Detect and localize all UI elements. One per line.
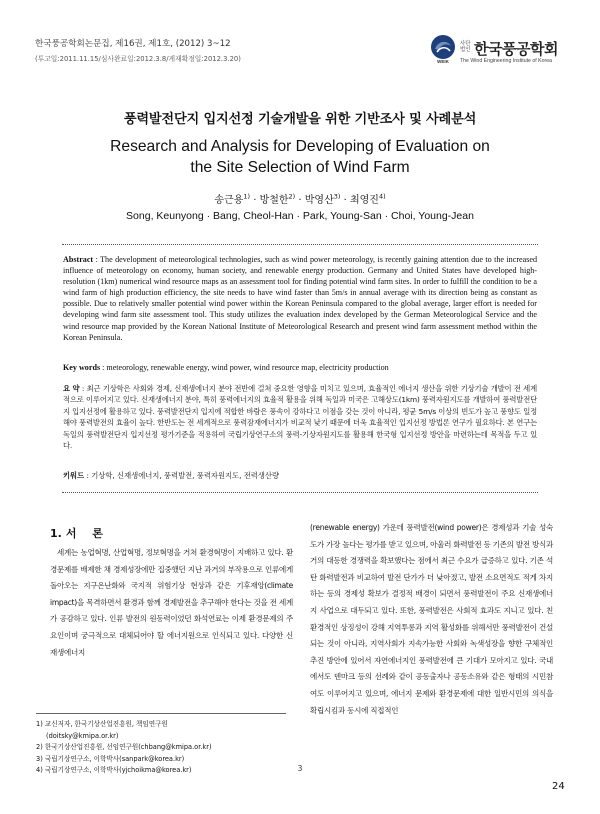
body-paragraph: 세계는 농업혁명, 산업혁명, 정보혁명을 거쳐 환경혁명이 지배하고 있다. 환경문제를 배제한 채 경제성장에만 집중했던 지난 과거의 부작용으로 인류에게 돌아오는 지구온난화와 국지적 위험기상 현상과 같은 기후재앙(climate impact)을 목격하면서 환경과 함께 경제발전을 추구해야 한다는 것을 전 세계가 공감하고 있다. 인류 발전의 원동력이었던 화석연료는 이제 환경문제의 주요인이며 궁극적으로 대체되어야 할 에너지원으로 인식되고 있다. 다양한 신재생에너지 <box>50 548 293 657</box>
body-paragraph: (renewable energy) 가운데 풍력발전(wind power)은 경제성과 기술 성숙도가 가장 높다는 평가를 받고 있으며, 아울러 화력발전 등 기존의 발전 방식과 거의 대등한 경쟁력을 확보했다는 점에서 최근 수요가 급증하고 있다. 기존 석탄 화력발전과 비교하여 발전 단가가 더 낮아졌고, 발전 소요면적도 적게 차지하는 등의 경제성 확보가 결정적 배경이 되면서 풍력발전이 주요 신재생에너지 사업으로 대두되고 있다. 또한, 풍력발전은 사회적 효과도 지니고 있다. 친환경적인 상징성이 강해 지역투롱과 지역 활성화를 위해서만 풍력발전이 건설되는 것이 아니라, 지역사회가 지속가능한 사회와 녹색성장을 향한 구체적인 추진 방안에 있어서 자연에너지인 풍력발전에 큰 기대가 모아지고 있다. 국내에서도 덴마크 등의 선례와 같이 공동출자나 공동소유와 같은 형태의 시민참여도 이루어지고 있으며, 에너지 문제와 환경문제에 대한 일반시민의 의식을 확립시킴과 동시에 직접적인 <box>310 523 553 715</box>
keywords-ko-label: 키워드 <box>63 471 85 480</box>
paper-title-english <box>0 136 600 178</box>
logo-english-name: The Wind Engineering Institute of Korea <box>460 58 552 64</box>
abstract-text: : The development of meteorological technologies, such as wind power meteorology, is recently gaining attention due to the increased influence of meteorology on economy, human society, and renewable energy production. Germany and United States have developed high-resolution (1km) numerical wind resource maps as an assessment tool for finding potential wind farm sites. In order to fulfill the condition to be a wind farm of high production efficiency, the site needs to have wind faster than 5m/s in annual average with its direction being as constant as possible. Due to relatively smaller potential wind power within the Korean Peninsula compared to the global average, larger effort is needed for developing wind farm site assessment tool. This study utilizes the evaluation index developed by the German Meteorological Service and the wind resource map provided by the Korean National Institute of Meteorological Research and present wind farm assessment method within the Korean Peninsula. <box>63 255 537 342</box>
keywords-text: : meteorology, renewable energy, wind power, wind resource map, electricity production <box>102 363 389 372</box>
author-separator: · <box>295 195 305 206</box>
author-name: 송근용 <box>214 195 244 206</box>
abstract-label: Abstract <box>63 255 94 264</box>
pdf-page-number: 24 <box>552 781 565 792</box>
society-logo <box>430 28 580 78</box>
author-mark: 2) <box>288 192 296 201</box>
footnote-4: 4) 국립기상연구소, 이학박사(yjchoikma@korea.kr) <box>36 766 192 775</box>
footnote-1: 1) 교신저자, 한국기상산업진흥원, 책임연구원 <box>36 720 168 728</box>
footnote-1-email: (doitsky@kmipa.or.kr) <box>46 731 119 740</box>
author-separator: · <box>340 195 350 206</box>
author-separator: · <box>250 195 260 206</box>
section-number: 1. <box>50 527 62 540</box>
author-list-korean <box>0 191 600 206</box>
divider-top <box>62 244 538 245</box>
summary-text: : 최근 기상학은 사회와 경제, 신재생에너지 분야 전반에 걸쳐 중요한 영향을 미치고 있으며, 효율적인 에너지 생산을 위한 기상기술 개발이 전 세계적으로 이루어지고 있다. 신재생에너지 분야, 특히 풍력에너지의 효율적 활용을 위해 독일과 미국은 고해상도(1km) 풍력자원지도를 개발하여 풍력발전단지 입지선정에 활용하고 있다. 풍력발전단지 입지에 적합한 바람은 풍속이 강하다고 이점을 갖는 것이 아니라, 평균 5m/s 이상의 빈도가 높고 풍향도 일정해야 풍력발전의 효율이 높다. 한반도는 전 세계적으로 풍력잠재에너지가 비교적 낮기 때문에 더욱 효율적인 입지선정 방법론 연구가 필요하다. 본 연구는 독일의 풍력발전단지 입지선정 평가기준을 적용하여 국립기상연구소의 풍력-기상자원지도를 활용해 한국형 입지선정 방안을 마련하는데 목적을 두고 있다. <box>63 384 537 451</box>
abstract-korean <box>63 383 537 451</box>
paper-title-korean: 풍력발전단지 입지선정 기술개발을 위한 기반조사 및 사례분석 <box>123 112 477 127</box>
footnote-2: 2) 한국기상산업진흥원, 선임연구원(chbang@kmipa.or.kr) <box>36 743 212 752</box>
author-name: 최영진 <box>349 195 379 206</box>
summary-label: 요 약 <box>63 384 80 393</box>
body-column-left <box>50 545 293 661</box>
author-mark: 3) <box>333 192 341 201</box>
author-mark: 1) <box>243 192 251 201</box>
author-name: 박영산 <box>304 195 334 206</box>
society-emblem-icon <box>430 34 456 60</box>
paper-title-english-line-2: the Site Selection of Wind Farm <box>190 159 410 176</box>
logo-acronym: WEIK <box>437 59 449 64</box>
section-title: 서 론 <box>65 527 109 540</box>
journal-citation: 한국풍공학회논문집, 제16권, 제1호, (2012) 3~12 <box>35 39 231 49</box>
page-number: 3 <box>297 764 303 773</box>
logo-society-name: 한국풍공학회 <box>474 40 558 58</box>
keywords-ko-text: : 기상학, 신재생에너지, 풍력발전, 풍력자원지도, 전력생산량 <box>86 471 279 480</box>
author-name: 방철한 <box>259 195 289 206</box>
section-heading <box>50 525 109 541</box>
footnote-3: 3) 국립기상연구소, 이학박사(sanpark@korea.kr) <box>36 754 185 763</box>
running-header <box>35 37 241 63</box>
divider-bottom <box>62 492 538 493</box>
keywords-english <box>63 363 537 372</box>
author-list-english: Song, Keunyong · Bang, Cheol-Han · Park, Young-San · Choi, Young-Jean <box>126 210 474 222</box>
submission-dates: (투고일:2011.11.15/심사완료일:2012.3.8/게재확정일:2012.3.20) <box>35 55 241 63</box>
body-column-right <box>310 520 553 719</box>
keywords-label: Key words <box>63 363 101 372</box>
author-mark: 4) <box>378 192 386 201</box>
abstract-english <box>63 254 537 343</box>
footnote-rule <box>36 713 286 714</box>
paper-title-english-line-1: Research and Analysis for Developing of Evaluation on <box>110 138 490 155</box>
logo-corporation-label: 사단법인 <box>460 41 471 54</box>
keywords-korean <box>63 471 537 481</box>
